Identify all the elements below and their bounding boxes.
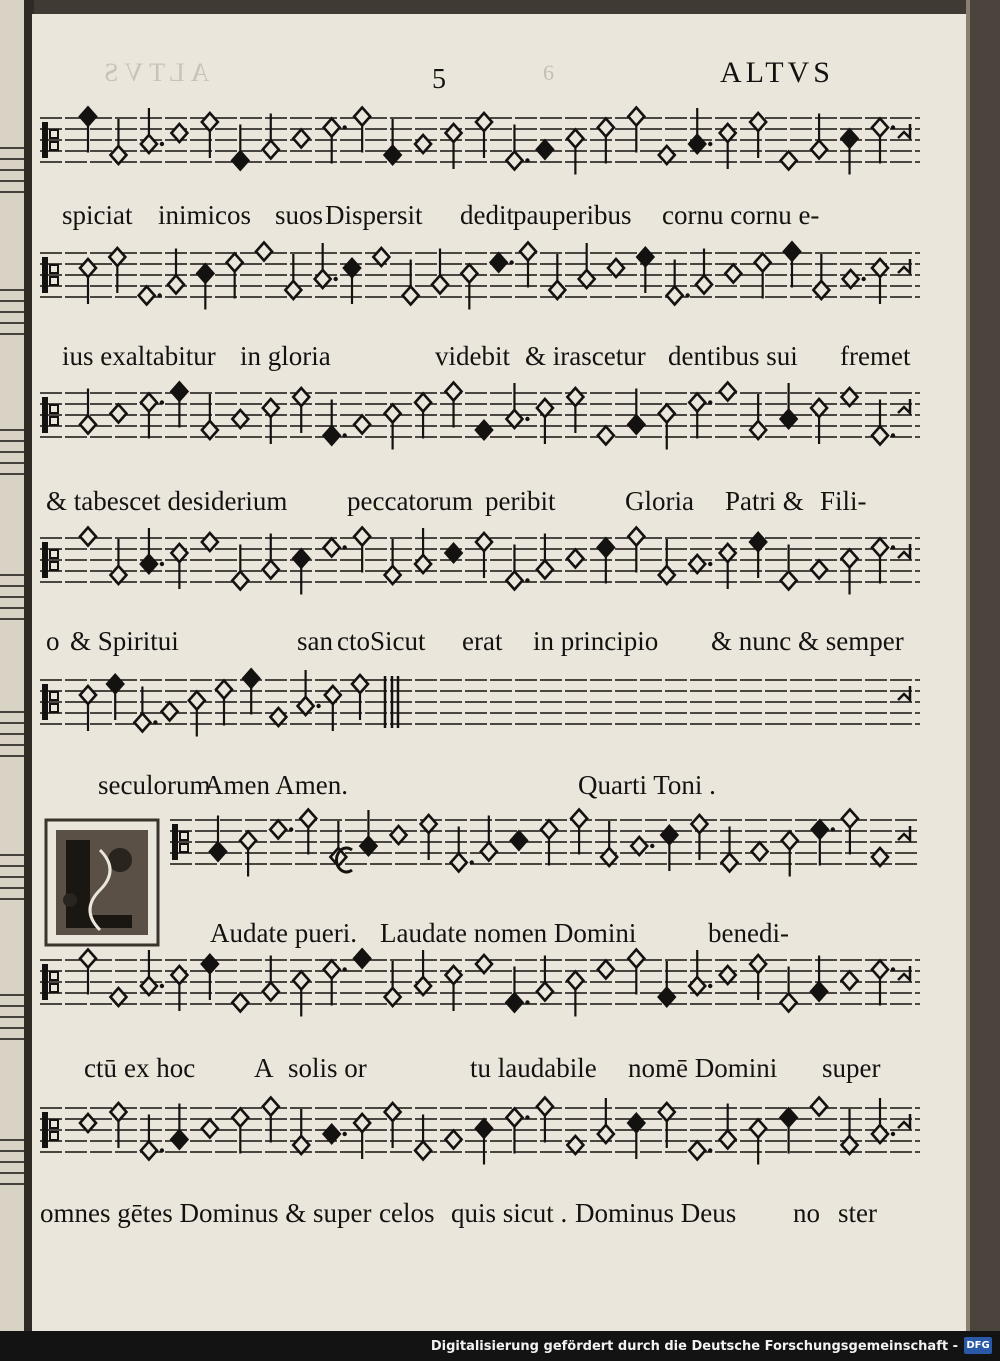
lyric-syllable: benedi- (708, 918, 789, 948)
show-through-title: ALTVS (98, 58, 210, 87)
lyric-syllable: peccatorum (347, 486, 473, 516)
lyric-syllable: Dominus Deus (575, 1198, 737, 1228)
lyric-syllable: inimicos (158, 200, 251, 230)
lyric-syllable: in principio (533, 626, 659, 656)
lyric-syllable: ctū (84, 1053, 117, 1083)
lyric-syllable: san (297, 626, 333, 656)
lyric-syllable: cto (337, 626, 370, 656)
lyric-syllable: suos (275, 200, 324, 230)
lyric-syllable: Patri & (725, 486, 804, 516)
lyric-syllable: in gloria (240, 341, 331, 371)
lyric-syllable: Sicut (370, 626, 426, 656)
lyric-syllable: videbit (435, 341, 510, 371)
lyric-syllable: tu laudabile (470, 1053, 597, 1083)
lyric-syllable: dedit (460, 200, 514, 230)
lyric-syllable: ex hoc (124, 1053, 196, 1083)
lyric-syllable: no (793, 1198, 820, 1228)
lyric-syllable: Gloria (625, 486, 694, 516)
lyric-syllable: dentibus sui (668, 341, 798, 371)
dfg-logo-icon: DFG (964, 1337, 992, 1354)
lyric-syllable: seculorum (98, 770, 211, 800)
lyric-syllable: & irascetur (525, 341, 646, 371)
lyric-syllable: spiciat (62, 200, 133, 230)
lyric-syllable: nomē Domini (628, 1053, 778, 1083)
digitization-footer (0, 1331, 1000, 1361)
lyric-syllable: Quarti Toni . (578, 770, 716, 800)
lyric-syllable: & nunc & semper (711, 626, 904, 656)
lyric-syllable: A (254, 1053, 274, 1083)
lyric-syllable: pauperibus (513, 200, 632, 230)
lyric-syllable: o (46, 626, 60, 656)
lyric-syllable: Laudate nomen Domini (380, 918, 637, 948)
lyric-syllable: Fili- (820, 486, 867, 516)
lyric-syllable: erat (462, 626, 503, 656)
lyric-syllable: Amen Amen. (204, 770, 348, 800)
lyric-syllable: Dispersit (325, 200, 423, 230)
decorated-initial (46, 820, 158, 945)
lyric-syllable: super (822, 1053, 881, 1083)
lyric-syllable: celos (379, 1198, 435, 1228)
page-number: 5 (432, 64, 446, 95)
running-title: ALTVS (720, 56, 834, 89)
lyric-syllable: fremet (840, 341, 911, 371)
lyric-syllable: solis or (288, 1053, 367, 1083)
funding-credit: Digitalisierung gefördert durch die Deutsche Forschungsgemeinschaft - (430, 1339, 958, 1354)
lyric-syllable: & tabescet desiderium (46, 486, 288, 516)
lyric-syllable: & Spiritui (70, 626, 179, 656)
lyric-syllable: quis sicut . (451, 1198, 568, 1228)
lyric-syllable: Audate pueri. (210, 918, 357, 948)
facing-page-number-show-through: 6 (543, 60, 554, 85)
lyric-syllable: peribit (485, 486, 556, 516)
lyric-syllable: omnes gētes Dominus & super (40, 1198, 372, 1228)
lyric-syllable: ster (838, 1198, 877, 1228)
lyric-syllable: ius exaltabitur (62, 341, 216, 371)
lyric-syllable: cornu cornu e- (662, 200, 820, 230)
